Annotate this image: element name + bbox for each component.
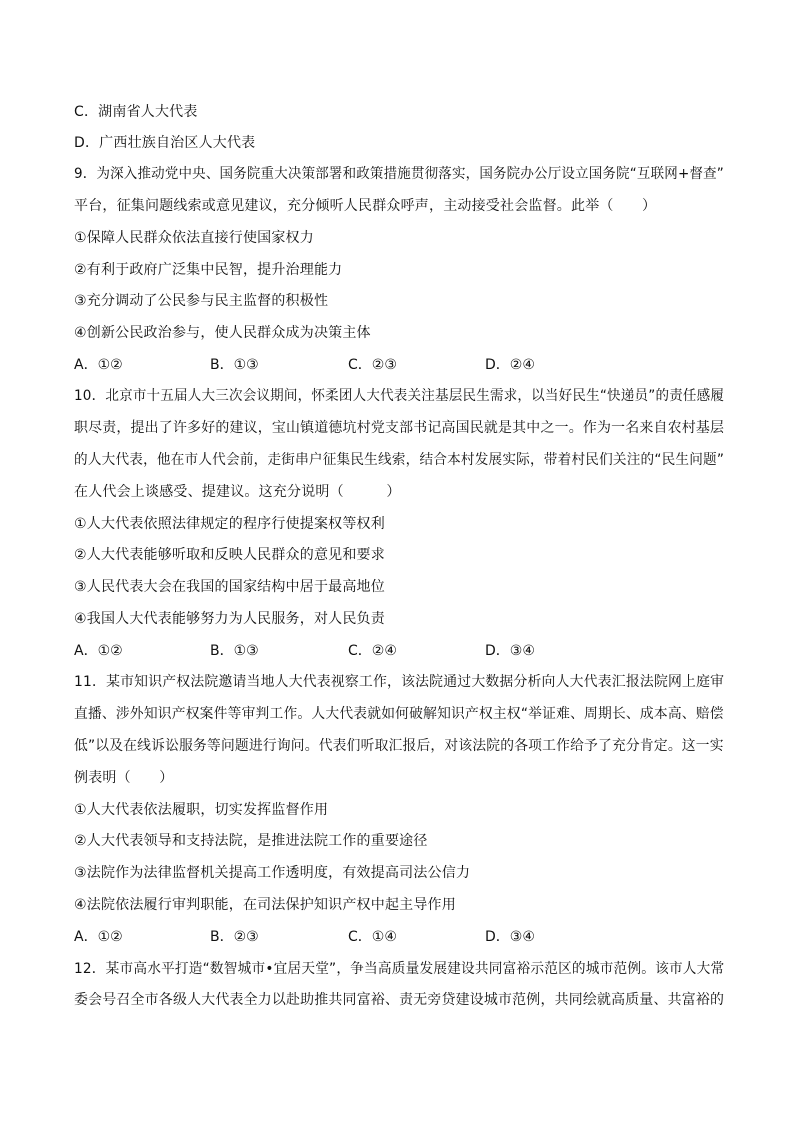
- q11-option-c: C．①④: [348, 929, 397, 945]
- q11-stem-line-1: 11．某市知识产权法院邀请当地人大代表视察工作，该法院通过大数据分析向人大代表汇报法院网上庭审: [74, 674, 725, 690]
- q10-statement-4: ④我国人大代表能够努力为人民服务，对人民负责: [74, 611, 385, 627]
- q11-statement-2: ②人大代表领导和支持法院，是推进法院工作的重要途径: [74, 833, 428, 849]
- q9-option-a: A．①②: [74, 357, 123, 373]
- q10-options: [74, 642, 724, 660]
- q11-option-a: A．①②: [74, 929, 123, 945]
- q10-option-a: A．①②: [74, 643, 123, 659]
- q10-stem-line-4: 在人代会上谈感受、提建议。这充分说明（ ）: [74, 484, 401, 500]
- q11-option-b: B．②③: [210, 929, 259, 945]
- q9-options: [74, 356, 724, 374]
- q11-option-d: D．③④: [485, 929, 535, 945]
- q9-stem-line-2: 平台，征集问题线索或意见建议，充分倾听人民群众呼声，主动接受社会监督。此举（ ）: [74, 198, 657, 214]
- q11-options: [74, 928, 724, 946]
- q10-option-c: C．②④: [348, 643, 397, 659]
- q11-stem-line-4: 例表明（ ）: [74, 770, 174, 786]
- q12-stem-line-1: 12．某市高水平打造“数智城市•宜居天堂”，争当高质量发展建设共同富裕示范区的城市范例。该市人大常: [74, 961, 725, 977]
- q10-stem-line-3: 的人大代表，他在市人代会前，走街串户征集民生线索，结合本村发展实际，带着村民们关注的“民生问题”: [74, 452, 725, 468]
- q10-option-b: B．①③: [210, 643, 259, 659]
- q11-stem-line-2: 直播、涉外知识产权案件等审判工作。人大代表就如何破解知识产权主权“举证难、周期长、成本高、赔偿: [74, 706, 724, 722]
- q9-statement-3: ③充分调动了公民参与民主监督的积极性: [74, 293, 329, 309]
- q10-option-d: D．③④: [485, 643, 535, 659]
- q11-statement-3: ③法院作为法律监督机关提高工作透明度，有效提高司法公信力: [74, 865, 471, 881]
- q10-stem-line-1: 10．北京市十五届人大三次会议期间，怀柔团人大代表关注基层民生需求，以当好民生“快递员”的责任感履: [74, 388, 725, 404]
- q10-statement-3: ③人民代表大会在我国的国家结构中居于最高地位: [74, 579, 385, 595]
- q8-option-d: D．广西壮族自治区人大代表: [74, 135, 256, 151]
- q9-option-b: B．①③: [210, 357, 259, 373]
- q10-statement-2: ②人大代表能够听取和反映人民群众的意见和要求: [74, 547, 385, 563]
- q12-stem-line-2: 委会号召全市各级人大代表全力以赴助推共同富裕、责无旁贷建设城市范例，共同绘就高质量、共富裕的: [74, 992, 725, 1008]
- q9-option-c: C．②③: [348, 357, 397, 373]
- q10-statement-1: ①人大代表依照法律规定的程序行使提案权等权利: [74, 516, 385, 532]
- q9-statement-4: ④创新公民政治参与，使人民群众成为决策主体: [74, 325, 371, 341]
- q9-option-d: D．②④: [485, 357, 535, 373]
- q9-statement-1: ①保障人民群众依法直接行使国家权力: [74, 230, 314, 246]
- q10-stem-line-2: 职尽责，提出了许多好的建议，宝山镇道德坑村党支部书记高国民就是其中之一。作为一名来自农村基层: [74, 420, 725, 436]
- q11-stem-line-3: 低”以及在线诉讼服务等问题进行询问。代表们听取汇报后，对该法院的各项工作给予了充分肯定。这一实: [74, 738, 724, 754]
- q11-statement-4: ④法院依法履行审判职能，在司法保护知识产权中起主导作用: [74, 897, 456, 913]
- q9-stem-line-1: 9．为深入推动党中央、国务院重大决策部署和政策措施贯彻落实，国务院办公厅设立国务院“互联网+督查”: [74, 166, 724, 182]
- q8-option-c: C．湖南省人大代表: [74, 104, 198, 120]
- q11-statement-1: ①人大代表依法履职，切实发挥监督作用: [74, 802, 329, 818]
- q9-statement-2: ②有利于政府广泛集中民智，提升治理能力: [74, 262, 343, 278]
